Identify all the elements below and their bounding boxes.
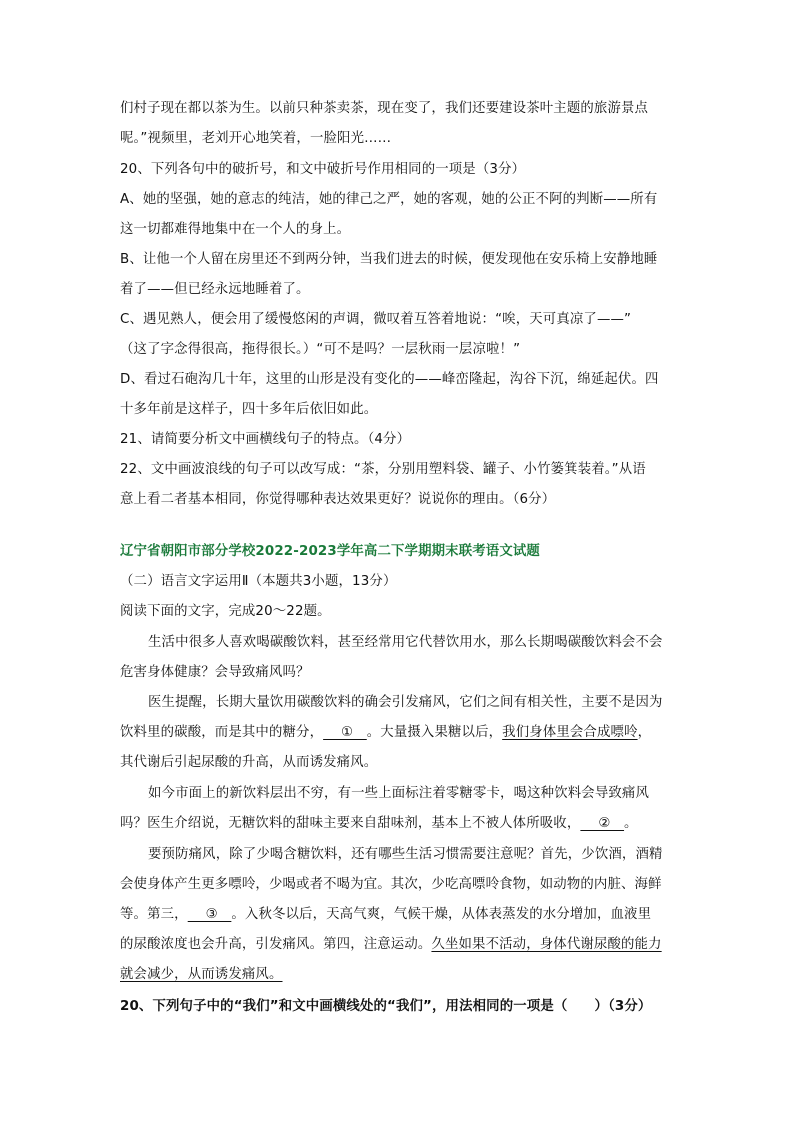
paragraph-3: 如今市面上的新饮料层出不穷，有一些上面标注着零糖零卡，喝这种饮料会导致痛风 <box>148 786 650 801</box>
option-b-cont: 着了——但已经永远地睡着了。 <box>120 282 310 297</box>
underlined-sentence: 就会减少，从而诱发痛风。 <box>120 967 283 982</box>
option-d: D、看过石砲沟几十年，这里的山形是没有变化的——峰峦隆起，沟谷下沉，绵延起伏。四 <box>120 372 659 387</box>
blank-2: ② <box>580 816 625 831</box>
paragraph-2: 医生提醒，长期大量饮用碳酸饮料的确会引发痛风，它们之间有相关性，主要不是因为 <box>148 695 663 710</box>
paragraph-4-cont <box>120 935 700 955</box>
text-span: 。 <box>624 816 638 831</box>
text-span: 吗？医生介绍说，无糖饮料的甜味主要来自甜味剂，基本上不被人体所吸收， <box>120 816 581 831</box>
source-title: 辽宁省朝阳市部分学校2022-2023学年高二下学期期末联考语文试题 <box>120 544 540 559</box>
option-c: C、遇见熟人，便会用了缓慢悠闲的声调，微叹着互答着地说：“唉，天可真凉了——” <box>120 312 632 327</box>
text-span: 等。第三， <box>120 907 188 922</box>
underlined-sentence: 久坐如果不活动，身体代谢尿酸的能力 <box>431 937 662 952</box>
passage-text-line: 呢。”视频里，老刘开心地笑着，一脸阳光…… <box>120 131 392 146</box>
blank-3: ③ <box>187 907 232 922</box>
text-span: 饮料里的碳酸，而是其中的糖分， <box>120 725 324 740</box>
paragraph-4-cont: 会使身体产生更多嘌呤，少喝或者不喝为宜。其次，少吃高嘌呤食物，如动物的内脏、海鲜 <box>120 877 662 892</box>
option-a: A、她的坚强，她的意志的纯洁，她的律己之严，她的客观，她的公正不阿的判断——所有 <box>120 192 658 207</box>
text-span: 的尿酸浓度也会升高，引发痛风。第四，注意运动。 <box>120 937 432 952</box>
question-20: 20、下列各句中的破折号，和文中破折号作用相同的一项是（3分） <box>120 162 526 177</box>
instruction: 阅读下面的文字，完成20～22题。 <box>120 604 331 619</box>
question-20: 20、下列句子中的“我们”和文中画横线处的“我们”，用法相同的一项是（ ）（3分） <box>120 999 652 1014</box>
paragraph-1: 生活中很多人喜欢喝碳酸饮料，甚至经常用它代替饮用水，那么长期喝碳酸饮料会不会 <box>148 635 663 650</box>
option-d-cont: 十多年前是这样子，四十多年后依旧如此。 <box>120 402 378 417</box>
paragraph-4-cont <box>120 965 700 985</box>
text-span: 。入秋冬以后，天高气爽，气候干燥，从体表蒸发的水分增加，血液里 <box>231 907 652 922</box>
option-a-cont: 这一切都难得地集中在一个人的身上。 <box>120 222 351 237</box>
paragraph-4: 要预防痛风，除了少喝含糖饮料，还有哪些生活习惯需要注意呢？首先，少饮酒，酒精 <box>148 847 663 862</box>
paragraph-2-cont: 其代谢后引起尿酸的升高，从而诱发痛风。 <box>120 755 378 770</box>
question-22: 22、文中画波浪线的句子可以改写成：“茶，分别用塑料袋、罐子、小竹篓箕装着。”从语 <box>120 462 646 477</box>
question-22-cont: 意上看二者基本相同，你觉得哪种表达效果更好？说说你的理由。（6分） <box>120 492 556 507</box>
option-c-cont: （这了字念得很高，拖得很长。）“可不是吗？一层秋雨一层凉啦！” <box>120 342 521 357</box>
question-21: 21、请简要分析文中画横线句子的特点。（4分） <box>120 432 411 447</box>
paragraph-4-cont <box>120 905 700 925</box>
text-span: 。大量摄入果糖以后， <box>366 725 503 740</box>
paragraph-2-cont <box>120 723 700 743</box>
section-heading: （二）语言文字运用Ⅱ（本题共3小题，13分） <box>120 574 397 589</box>
text-span: ， <box>637 725 652 740</box>
passage-text-line: 们村子现在都以茶为生。以前只种茶卖茶，现在变了，我们还要建设茶叶主题的旅游景点 <box>120 101 649 116</box>
paragraph-3-cont <box>120 814 700 834</box>
blank-1: ① <box>323 725 367 740</box>
underlined-sentence: 我们身体里会合成嘌呤 <box>502 725 638 740</box>
paragraph-1-cont: 危害身体健康？会导致痛风吗？ <box>120 665 310 680</box>
option-b: B、让他一个人留在房里还不到两分钟，当我们进去的时候，便发现他在安乐椅上安静地睡 <box>120 252 658 267</box>
